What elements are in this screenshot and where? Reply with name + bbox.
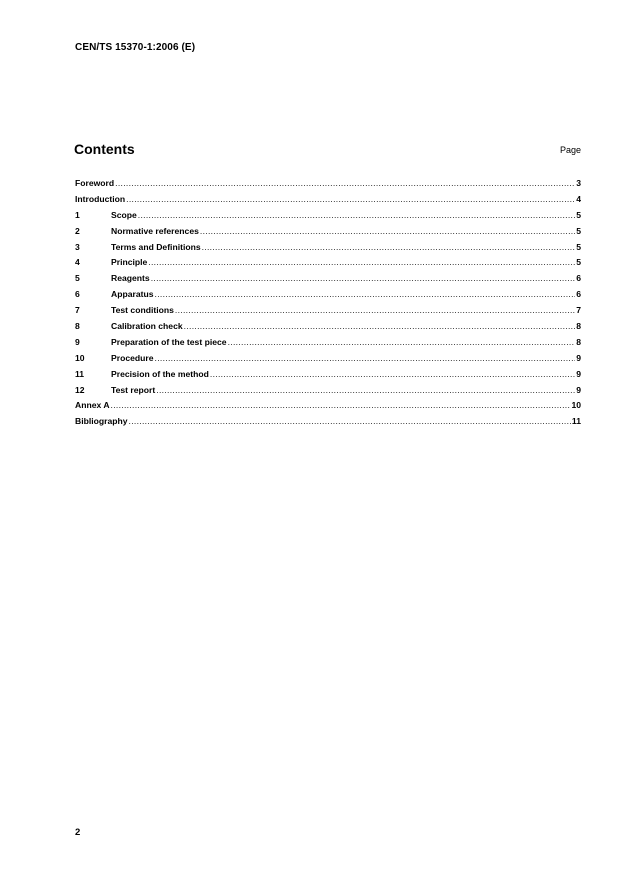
toc-dot-leader <box>151 273 576 283</box>
toc-dot-leader <box>200 226 575 236</box>
toc-entry-title: Precision of the method <box>111 368 209 379</box>
toc-dot-leader <box>155 353 576 363</box>
toc-entry-title: Test report <box>111 384 156 395</box>
toc-entry-page: 5 <box>576 241 581 252</box>
toc-entry-page: 5 <box>576 225 581 236</box>
toc-entry-number: 2 <box>75 225 80 236</box>
toc-dot-leader <box>155 289 576 299</box>
toc-entry-title: Foreword <box>75 178 115 188</box>
document-header-id: CEN/TS 15370-1:2006 (E) <box>75 42 196 53</box>
toc-entry-page: 7 <box>576 305 581 316</box>
toc-entry-title: Scope <box>111 209 137 220</box>
toc-entry-title: Normative references <box>111 225 199 236</box>
toc-entry-title: Calibration check <box>111 321 183 332</box>
toc-dot-leader <box>210 369 575 379</box>
toc-dot-leader <box>138 210 575 220</box>
toc-entry[interactable] <box>75 226 581 242</box>
toc-entry-page: 5 <box>576 209 581 220</box>
toc-entry[interactable] <box>75 337 581 353</box>
toc-entry-number: 10 <box>75 352 85 363</box>
toc-entry-title: Procedure <box>111 352 154 363</box>
toc-entry-number: 8 <box>75 321 80 332</box>
toc-entry-number: 5 <box>75 273 80 284</box>
toc-dot-leader <box>184 321 576 331</box>
contents-heading: Contents <box>74 141 135 157</box>
toc-entry-page: 4 <box>576 193 581 204</box>
toc-entry[interactable] <box>75 353 581 369</box>
table-of-contents <box>75 178 581 432</box>
toc-dot-leader <box>129 416 571 426</box>
toc-dot-leader <box>202 242 576 252</box>
toc-entry-number: 9 <box>75 336 80 347</box>
toc-entry-title: Preparation of the test piece <box>111 336 227 347</box>
toc-dot-leader <box>156 385 575 395</box>
toc-entry[interactable] <box>75 242 581 258</box>
toc-entry-title: Test conditions <box>111 305 174 316</box>
toc-entry-number: 7 <box>75 305 80 316</box>
toc-entry-page: 6 <box>576 273 581 284</box>
toc-entry[interactable] <box>75 305 581 321</box>
toc-entry-number: 1 <box>75 209 80 220</box>
toc-entry[interactable] <box>75 178 581 194</box>
toc-entry-page: 6 <box>576 289 581 300</box>
toc-entry[interactable] <box>75 385 581 401</box>
page-number: 2 <box>75 827 81 838</box>
toc-entry-title: Annex A <box>75 400 110 411</box>
toc-entry-page: 9 <box>576 384 581 395</box>
toc-entry-page: 3 <box>576 178 581 188</box>
toc-entry[interactable] <box>75 289 581 305</box>
toc-entry-page: 5 <box>576 257 581 268</box>
toc-entry-number: 3 <box>75 241 80 252</box>
toc-entry-number: 6 <box>75 289 80 300</box>
toc-entry-number: 11 <box>75 368 85 379</box>
toc-entry-page: 10 <box>571 400 581 411</box>
toc-entry[interactable] <box>75 416 581 432</box>
toc-entry[interactable] <box>75 194 581 210</box>
page-column-label: Page <box>559 145 581 155</box>
toc-dot-leader <box>175 305 575 315</box>
toc-entry-title: Terms and Definitions <box>111 241 201 252</box>
toc-entry-number: 4 <box>75 257 80 268</box>
toc-entry-page: 8 <box>576 321 581 332</box>
toc-entry-page: 11 <box>571 416 581 427</box>
toc-dot-leader <box>126 194 575 204</box>
toc-dot-leader <box>111 400 571 410</box>
toc-entry[interactable] <box>75 321 581 337</box>
toc-dot-leader <box>228 337 576 347</box>
toc-entry-number: 12 <box>75 384 85 395</box>
toc-entry-page: 9 <box>576 352 581 363</box>
toc-entry-title: Apparatus <box>111 289 154 300</box>
toc-entry[interactable] <box>75 273 581 289</box>
toc-dot-leader <box>115 178 575 188</box>
toc-entry-title: Introduction <box>75 193 126 204</box>
toc-entry[interactable] <box>75 400 581 416</box>
toc-entry-title: Principle <box>111 257 148 268</box>
toc-entry[interactable] <box>75 257 581 273</box>
toc-entry-title: Bibliography <box>75 416 128 427</box>
toc-entry[interactable] <box>75 369 581 385</box>
toc-entry-page: 8 <box>576 336 581 347</box>
toc-entry-title: Reagents <box>111 273 150 284</box>
toc-entry[interactable] <box>75 210 581 226</box>
toc-entry-page: 9 <box>576 368 581 379</box>
toc-dot-leader <box>148 257 575 267</box>
